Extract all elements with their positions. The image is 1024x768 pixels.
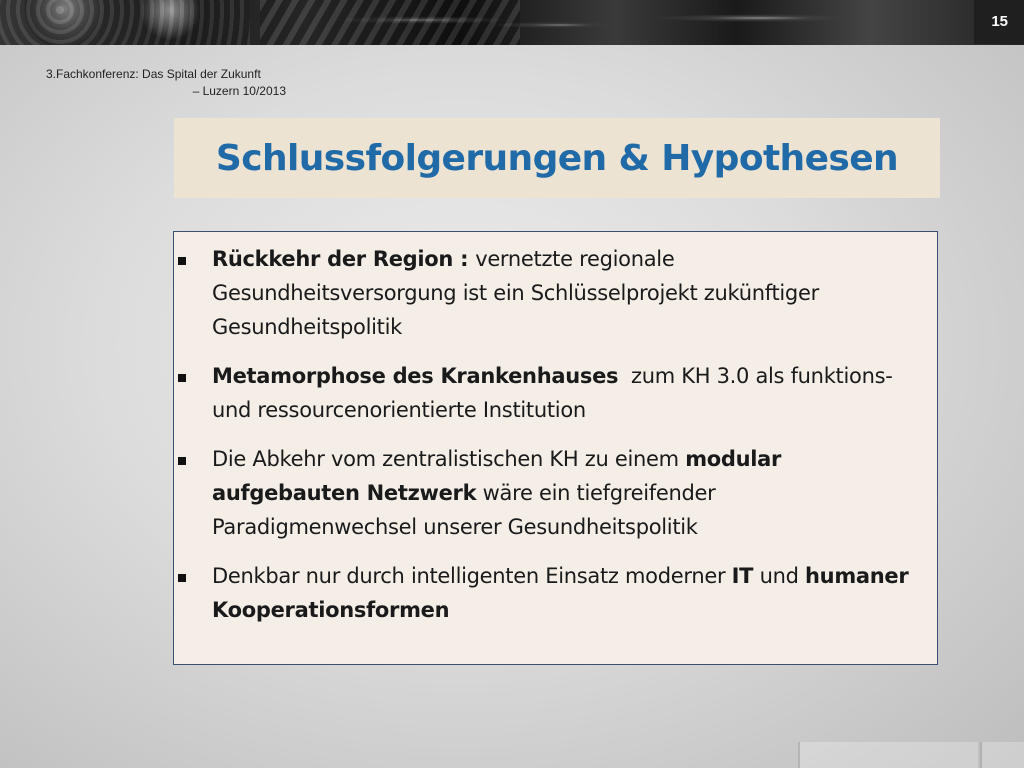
bullet-text-bold: humaner Kooperationsformen bbox=[212, 564, 909, 622]
bullet-text: wäre ein tiefgreifender Paradigmenwechsel unserer Gesundheitspolitik bbox=[212, 481, 716, 539]
square-bullet-icon bbox=[178, 574, 186, 582]
conference-info-line1: 3.Fachkonferenz: Das Spital der Zukunft bbox=[46, 67, 261, 81]
bullet-item bbox=[174, 242, 934, 344]
title-box bbox=[174, 118, 940, 198]
page-number: 15 bbox=[991, 13, 1008, 30]
bullet-text-bold: Rückkehr der Region : bbox=[212, 247, 476, 271]
bullet-text: Denkbar nur durch intelligenten Einsatz moderner bbox=[212, 564, 732, 588]
header-banner-image bbox=[0, 0, 1024, 45]
page-number-box bbox=[974, 0, 1024, 44]
slide-title: Schlussfolgerungen & Hypothesen bbox=[215, 137, 899, 179]
bullet-item bbox=[174, 559, 934, 627]
banner-texture bbox=[260, 0, 520, 45]
square-bullet-icon bbox=[178, 374, 186, 382]
footer-tab bbox=[798, 742, 978, 768]
footer-tab bbox=[980, 742, 1024, 768]
bullet-text-bold: IT bbox=[731, 564, 754, 588]
square-bullet-icon bbox=[178, 457, 186, 465]
bullet-text-bold: modular aufgebauten Netzwerk bbox=[212, 447, 782, 505]
square-bullet-icon bbox=[178, 257, 186, 265]
bullet-text: zum KH 3.0 als funktions- und ressourcenorientierte Institution bbox=[212, 364, 899, 422]
bullet-text: vernetzte regionale Gesundheitsversorgung ist ein Schlüsselprojekt zukünftiger Gesundheitspolitik bbox=[212, 247, 819, 339]
conference-info-line2: – Luzern 10/2013 bbox=[192, 84, 286, 98]
bullet-list bbox=[174, 242, 934, 642]
bullet-text: und bbox=[753, 564, 806, 588]
content-box bbox=[173, 231, 938, 665]
wheel-rim-image bbox=[0, 0, 250, 45]
bullet-text-bold: Metamorphose des Krankenhauses bbox=[212, 364, 619, 388]
bullet-item bbox=[174, 442, 934, 544]
bullet-item bbox=[174, 359, 934, 427]
bullet-text: Die Abkehr vom zentralistischen KH zu einem bbox=[212, 447, 686, 471]
footer-decoration bbox=[0, 742, 1024, 768]
